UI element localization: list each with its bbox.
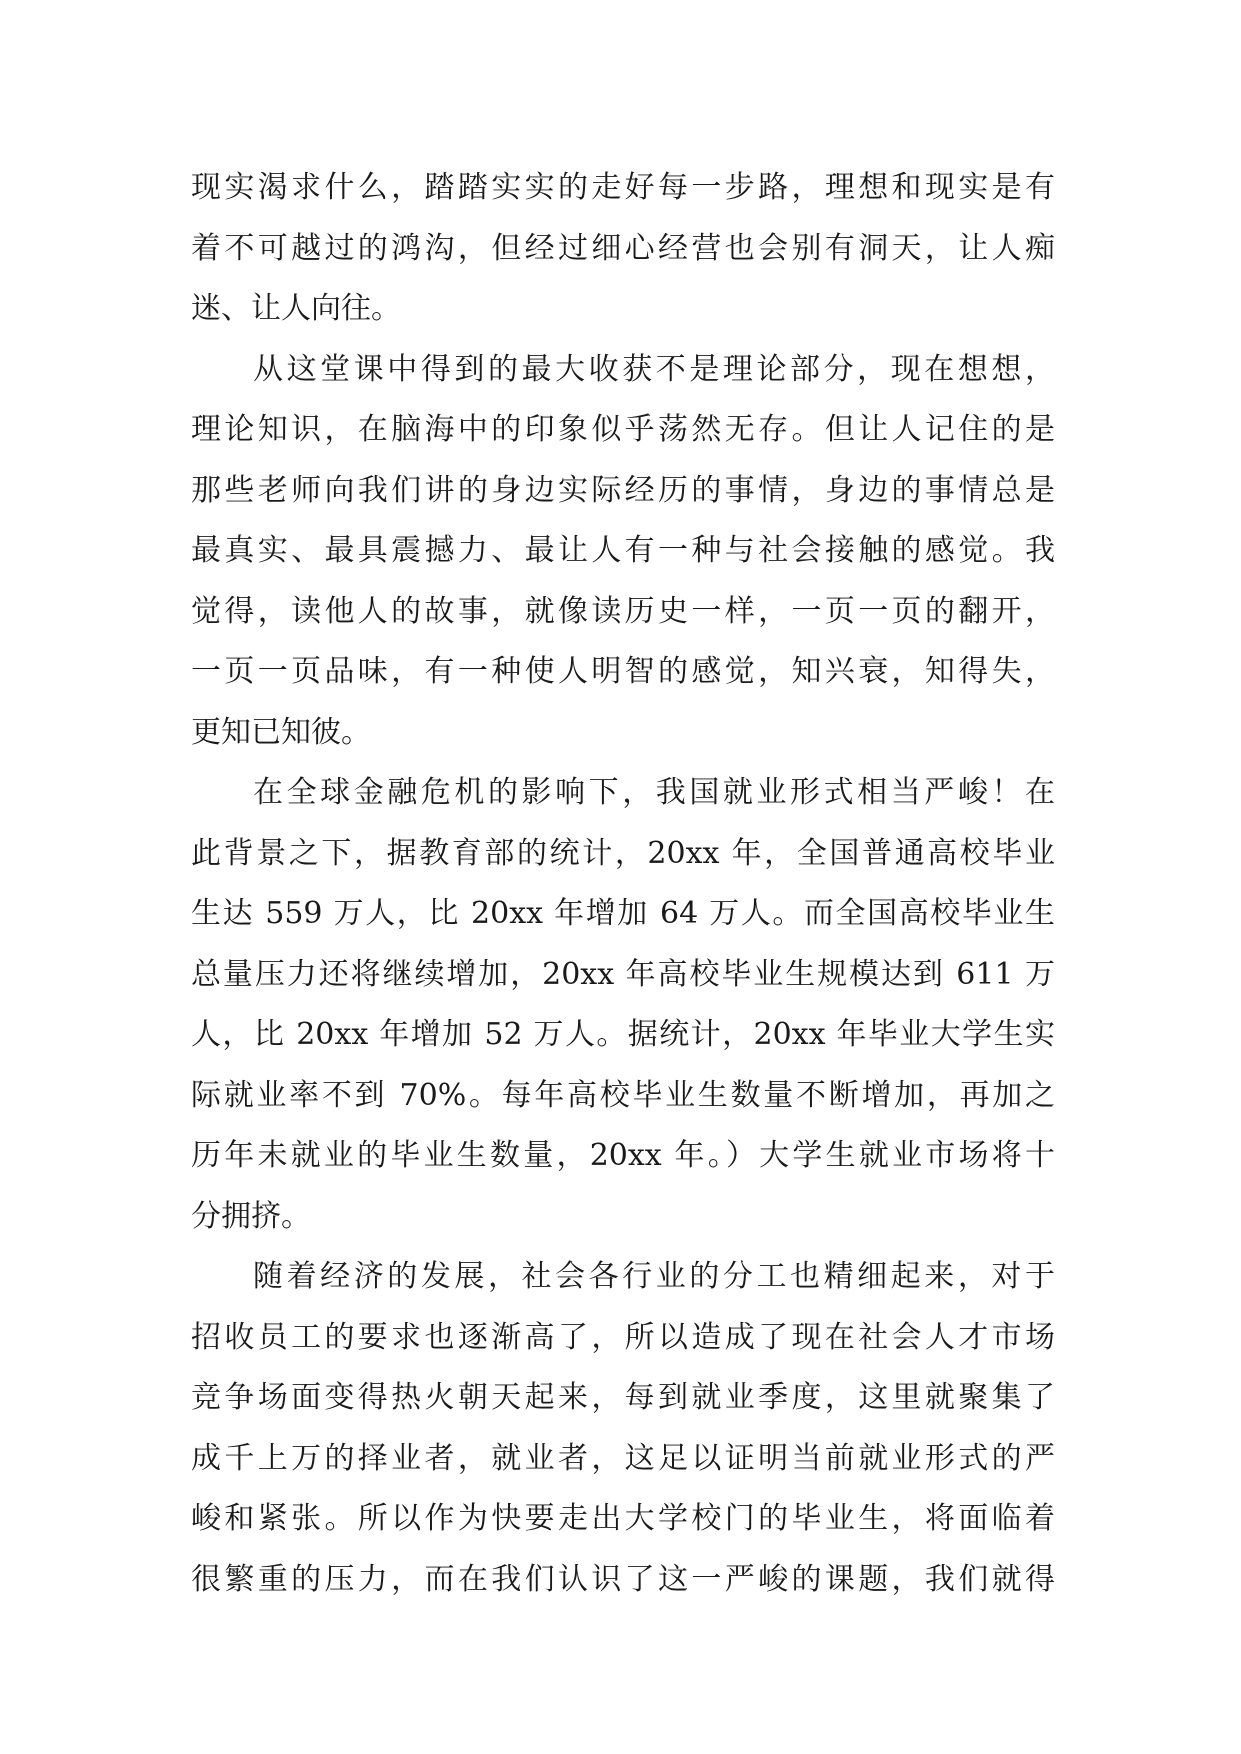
text-line: 从这堂课中得到的最大收获不是理论部分，现在想想，: [253, 351, 1055, 387]
text-line: 理论知识，在脑海中的印象似乎荡然无存。但让人记住的是: [191, 412, 1055, 447]
text-line: 人，比 20xx 年增加 52 万人。据统计，20xx 年毕业大学生实: [191, 1017, 1055, 1052]
text-line: 成千上万的择业者，就业者，这足以证明当前就业形式的严: [191, 1440, 1055, 1476]
text-line: 随着经济的发展，社会各行业的分工也精细起来，对于: [253, 1259, 1055, 1294]
text-line: 峻和紧张。所以作为快要走出大学校门的毕业生，将面临着: [191, 1501, 1055, 1536]
text-line: 在全球金融危机的影响下，我国就业形式相当严峻！在: [253, 775, 1055, 810]
text-line: 觉得，读他人的故事，就像读历史一样，一页一页的翻开，: [191, 593, 1055, 629]
text-line: 更知已知彼。: [191, 714, 371, 750]
text-line: 一页一页品味，有一种使人明智的感觉，知兴衰，知得失，: [191, 654, 1055, 689]
text-line: 现实渴求什么，踏踏实实的走好每一步路，理想和现实是有: [191, 170, 1055, 205]
body-text: [191, 158, 1055, 1610]
text-line: 很繁重的压力，而在我们认识了这一严峻的课题，我们就得: [191, 1561, 1055, 1597]
text-line: 最真实、最具震撼力、最让人有一种与社会接触的感觉。我: [191, 533, 1055, 568]
text-line: 招收员工的要求也逐渐高了，所以造成了现在社会人才市场: [191, 1319, 1055, 1355]
text-line: 那些老师向我们讲的身边实际经历的事情，身边的事情总是: [191, 472, 1055, 508]
text-line: 生达 559 万人，比 20xx 年增加 64 万人。而全国高校毕业生: [191, 896, 1055, 931]
text-line: 此背景之下，据教育部的统计，20xx 年，全国普通高校毕业: [191, 835, 1055, 871]
text-line: 竞争场面变得热火朝天起来，每到就业季度，这里就聚集了: [191, 1380, 1055, 1415]
text-line: 际就业率不到 70%。每年高校毕业生数量不断增加，再加之: [191, 1077, 1055, 1113]
text-line: 历年未就业的毕业生数量，20xx 年。）大学生就业市场将十: [191, 1138, 1055, 1173]
text-line: 着不可越过的鸿沟，但经过细心经营也会别有洞天，让人痴: [191, 230, 1055, 266]
text-line: 迷、让人向往。: [191, 291, 401, 326]
text-line: 总量压力还将继续增加，20xx 年高校毕业生规模达到 611 万: [191, 956, 1055, 992]
text-line: 分拥挤。: [191, 1198, 311, 1234]
